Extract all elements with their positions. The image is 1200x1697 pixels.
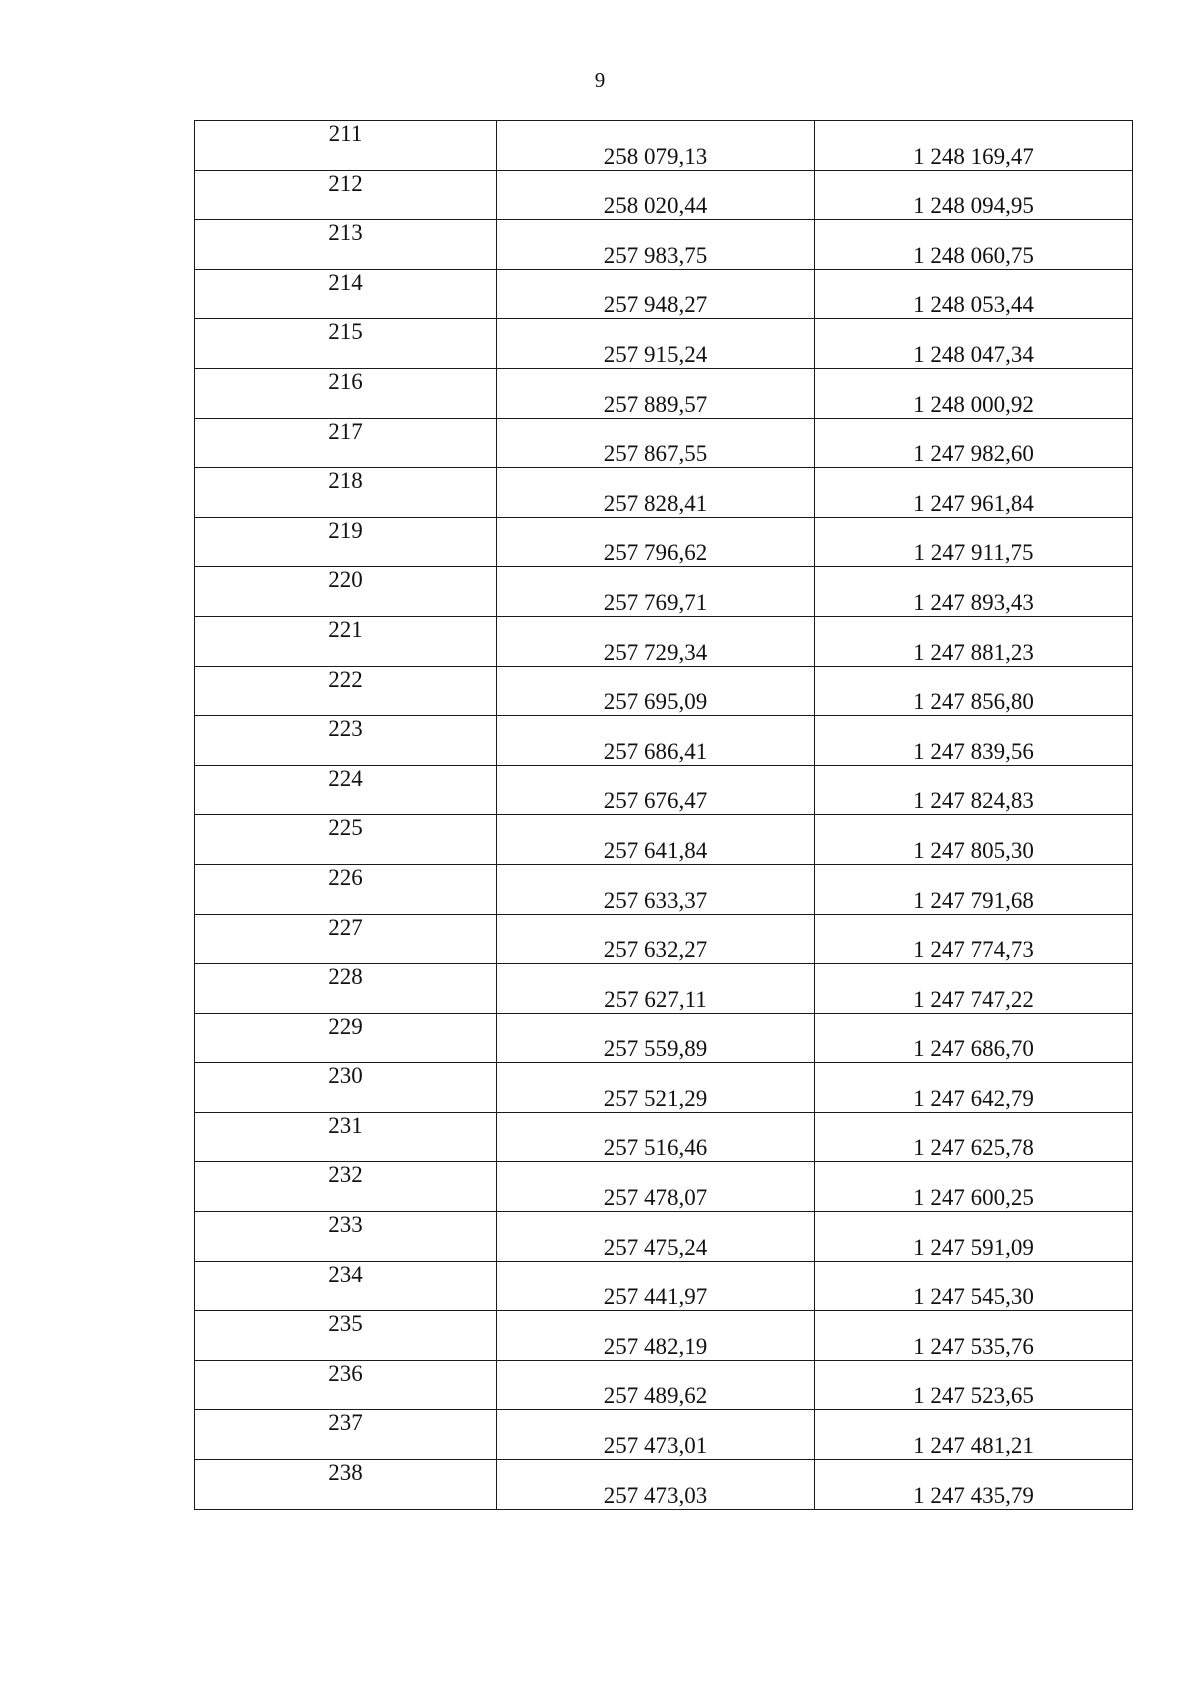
x-coordinate-cell: 257 627,11 xyxy=(497,964,815,1014)
x-coordinate-cell: 257 441,97 xyxy=(497,1261,815,1311)
y-coordinate-cell: 1 247 961,84 xyxy=(815,468,1133,518)
point-number-cell: 228 xyxy=(195,964,497,1014)
y-coordinate-cell: 1 247 982,60 xyxy=(815,418,1133,468)
point-number-cell: 226 xyxy=(195,864,497,914)
y-coordinate-cell: 1 248 169,47 xyxy=(815,121,1133,171)
point-number-cell: 235 xyxy=(195,1311,497,1361)
table-row xyxy=(195,1360,1133,1410)
point-number-cell: 213 xyxy=(195,220,497,270)
y-coordinate-cell: 1 247 535,76 xyxy=(815,1311,1133,1361)
table-row xyxy=(195,1460,1133,1510)
x-coordinate-cell: 257 641,84 xyxy=(497,815,815,865)
x-coordinate-cell: 257 632,27 xyxy=(497,914,815,964)
x-coordinate-cell: 257 633,37 xyxy=(497,864,815,914)
y-coordinate-cell: 1 247 642,79 xyxy=(815,1063,1133,1113)
y-coordinate-cell: 1 248 094,95 xyxy=(815,170,1133,220)
y-coordinate-cell: 1 247 523,65 xyxy=(815,1360,1133,1410)
coordinates-table xyxy=(194,120,1133,1510)
table-row xyxy=(195,765,1133,815)
x-coordinate-cell: 257 676,47 xyxy=(497,765,815,815)
point-number-cell: 236 xyxy=(195,1360,497,1410)
point-number-cell: 238 xyxy=(195,1460,497,1510)
table-row xyxy=(195,815,1133,865)
point-number-cell: 233 xyxy=(195,1212,497,1262)
point-number-cell: 215 xyxy=(195,319,497,369)
table-row xyxy=(195,170,1133,220)
y-coordinate-cell: 1 247 591,09 xyxy=(815,1212,1133,1262)
y-coordinate-cell: 1 247 545,30 xyxy=(815,1261,1133,1311)
x-coordinate-cell: 257 796,62 xyxy=(497,517,815,567)
y-coordinate-cell: 1 247 435,79 xyxy=(815,1460,1133,1510)
point-number-cell: 214 xyxy=(195,269,497,319)
x-coordinate-cell: 257 695,09 xyxy=(497,666,815,716)
point-number-cell: 224 xyxy=(195,765,497,815)
point-number-cell: 220 xyxy=(195,567,497,617)
x-coordinate-cell: 257 983,75 xyxy=(497,220,815,270)
y-coordinate-cell: 1 247 893,43 xyxy=(815,567,1133,617)
table-row xyxy=(195,220,1133,270)
x-coordinate-cell: 257 516,46 xyxy=(497,1112,815,1162)
x-coordinate-cell: 258 020,44 xyxy=(497,170,815,220)
table-row xyxy=(195,964,1133,1014)
point-number-cell: 229 xyxy=(195,1013,497,1063)
y-coordinate-cell: 1 248 000,92 xyxy=(815,368,1133,418)
y-coordinate-cell: 1 247 481,21 xyxy=(815,1410,1133,1460)
point-number-cell: 222 xyxy=(195,666,497,716)
x-coordinate-cell: 257 473,01 xyxy=(497,1410,815,1460)
point-number-cell: 223 xyxy=(195,716,497,766)
point-number-cell: 234 xyxy=(195,1261,497,1311)
point-number-cell: 211 xyxy=(195,121,497,171)
table-row xyxy=(195,418,1133,468)
table-row xyxy=(195,1112,1133,1162)
table-row xyxy=(195,1410,1133,1460)
table-row xyxy=(195,567,1133,617)
table-row xyxy=(195,517,1133,567)
y-coordinate-cell: 1 247 686,70 xyxy=(815,1013,1133,1063)
x-coordinate-cell: 257 889,57 xyxy=(497,368,815,418)
x-coordinate-cell: 257 521,29 xyxy=(497,1063,815,1113)
y-coordinate-cell: 1 248 047,34 xyxy=(815,319,1133,369)
x-coordinate-cell: 257 475,24 xyxy=(497,1212,815,1262)
x-coordinate-cell: 257 729,34 xyxy=(497,616,815,666)
x-coordinate-cell: 257 948,27 xyxy=(497,269,815,319)
table-row xyxy=(195,269,1133,319)
x-coordinate-cell: 257 867,55 xyxy=(497,418,815,468)
y-coordinate-cell: 1 247 600,25 xyxy=(815,1162,1133,1212)
y-coordinate-cell: 1 247 824,83 xyxy=(815,765,1133,815)
x-coordinate-cell: 257 686,41 xyxy=(497,716,815,766)
table-row xyxy=(195,1013,1133,1063)
point-number-cell: 216 xyxy=(195,368,497,418)
table-row xyxy=(195,368,1133,418)
y-coordinate-cell: 1 247 747,22 xyxy=(815,964,1133,1014)
table-row xyxy=(195,1063,1133,1113)
table-row xyxy=(195,1261,1133,1311)
table-row xyxy=(195,1311,1133,1361)
x-coordinate-cell: 257 828,41 xyxy=(497,468,815,518)
point-number-cell: 231 xyxy=(195,1112,497,1162)
table-row xyxy=(195,716,1133,766)
x-coordinate-cell: 257 769,71 xyxy=(497,567,815,617)
y-coordinate-cell: 1 247 839,56 xyxy=(815,716,1133,766)
point-number-cell: 218 xyxy=(195,468,497,518)
x-coordinate-cell: 257 489,62 xyxy=(497,1360,815,1410)
table-row xyxy=(195,914,1133,964)
table-row xyxy=(195,1212,1133,1262)
x-coordinate-cell: 258 079,13 xyxy=(497,121,815,171)
table-row xyxy=(195,616,1133,666)
point-number-cell: 230 xyxy=(195,1063,497,1113)
x-coordinate-cell: 257 559,89 xyxy=(497,1013,815,1063)
x-coordinate-cell: 257 915,24 xyxy=(497,319,815,369)
y-coordinate-cell: 1 247 805,30 xyxy=(815,815,1133,865)
point-number-cell: 217 xyxy=(195,418,497,468)
table-row xyxy=(195,666,1133,716)
y-coordinate-cell: 1 247 791,68 xyxy=(815,864,1133,914)
y-coordinate-cell: 1 248 060,75 xyxy=(815,220,1133,270)
y-coordinate-cell: 1 247 856,80 xyxy=(815,666,1133,716)
point-number-cell: 212 xyxy=(195,170,497,220)
point-number-cell: 225 xyxy=(195,815,497,865)
x-coordinate-cell: 257 473,03 xyxy=(497,1460,815,1510)
page-number: 9 xyxy=(594,68,606,92)
table-row xyxy=(195,319,1133,369)
point-number-cell: 232 xyxy=(195,1162,497,1212)
coordinates-table-body xyxy=(195,121,1133,1510)
point-number-cell: 219 xyxy=(195,517,497,567)
y-coordinate-cell: 1 247 911,75 xyxy=(815,517,1133,567)
y-coordinate-cell: 1 248 053,44 xyxy=(815,269,1133,319)
table-row xyxy=(195,864,1133,914)
x-coordinate-cell: 257 478,07 xyxy=(497,1162,815,1212)
point-number-cell: 237 xyxy=(195,1410,497,1460)
table-row xyxy=(195,1162,1133,1212)
table-row xyxy=(195,468,1133,518)
point-number-cell: 221 xyxy=(195,616,497,666)
x-coordinate-cell: 257 482,19 xyxy=(497,1311,815,1361)
table-row xyxy=(195,121,1133,171)
y-coordinate-cell: 1 247 881,23 xyxy=(815,616,1133,666)
y-coordinate-cell: 1 247 774,73 xyxy=(815,914,1133,964)
point-number-cell: 227 xyxy=(195,914,497,964)
y-coordinate-cell: 1 247 625,78 xyxy=(815,1112,1133,1162)
